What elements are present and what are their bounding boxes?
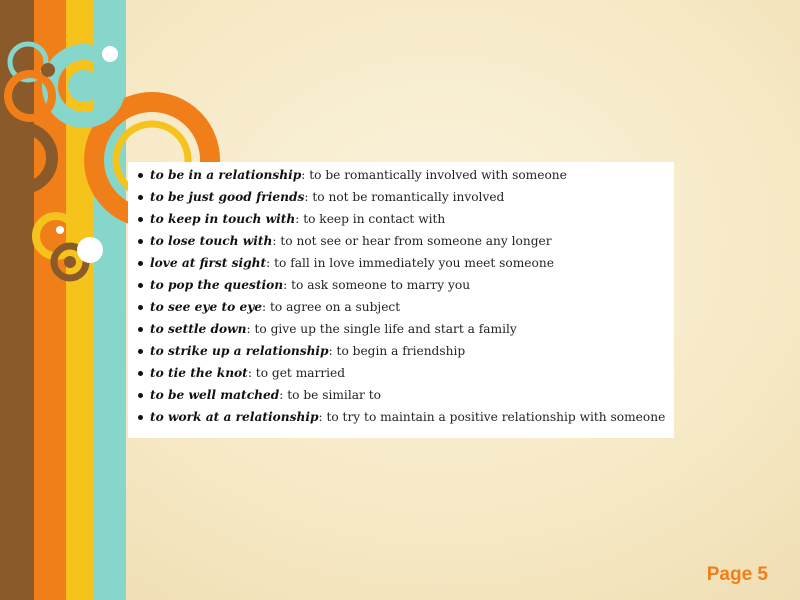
bullet-icon [138, 415, 143, 420]
page-number: Page 5 [706, 564, 768, 585]
list-item [136, 274, 668, 296]
phrase-definition: : to fall in love immediately you meet someone [266, 256, 554, 270]
phrase-term: to keep in touch with [150, 212, 296, 226]
list-item [136, 362, 668, 384]
list-item [136, 296, 668, 318]
phrase-definition: : to agree on a subject [262, 300, 401, 314]
bullet-icon [138, 261, 143, 266]
list-item [136, 164, 668, 186]
list-item [136, 340, 668, 362]
bullet-icon [138, 195, 143, 200]
phrase-definition: : to keep in contact with [295, 212, 446, 226]
list-item [136, 318, 668, 340]
phrase-definition: : to begin a friendship [328, 344, 466, 358]
list-item [136, 252, 668, 274]
list-item [136, 406, 668, 428]
bullet-icon [138, 327, 143, 332]
phrase-definition: : to get married [247, 366, 346, 380]
bullet-icon [138, 305, 143, 310]
list-item [136, 230, 668, 252]
phrase-term: to be just good friends [150, 190, 305, 204]
phrase-list [136, 164, 668, 428]
phrase-term: to be well matched [150, 388, 280, 402]
bullet-icon [138, 393, 143, 398]
bullet-icon [138, 283, 143, 288]
phrase-term: to tie the knot [150, 366, 248, 380]
bullet-icon [138, 371, 143, 376]
bullet-icon [138, 173, 143, 178]
bullet-icon [138, 349, 143, 354]
phrase-term: to settle down [150, 322, 247, 336]
phrase-definition: : to try to maintain a positive relationship with someone [318, 410, 666, 424]
phrase-definition: : to not see or hear from someone any longer [272, 234, 552, 248]
phrase-definition: : to not be romantically involved [304, 190, 505, 204]
bullet-icon [138, 239, 143, 244]
list-item [136, 208, 668, 230]
phrase-term: to be in a relationship [150, 168, 302, 182]
phrase-definition: : to be similar to [279, 388, 381, 402]
phrase-term: to strike up a relationship [150, 344, 329, 358]
phrase-term: to pop the question [150, 278, 284, 292]
phrase-term: to see eye to eye [150, 300, 263, 314]
content-box [128, 162, 674, 438]
phrase-term: love at first sight [150, 256, 267, 270]
phrase-term: to lose touch with [150, 234, 273, 248]
bullet-icon [138, 217, 143, 222]
list-item [136, 384, 668, 406]
phrase-definition: : to ask someone to marry you [283, 278, 471, 292]
phrase-definition: : to give up the single life and start a family [246, 322, 517, 336]
list-item [136, 186, 668, 208]
phrase-definition: : to be romantically involved with someone [301, 168, 567, 182]
phrase-term: to work at a relationship [150, 410, 319, 424]
